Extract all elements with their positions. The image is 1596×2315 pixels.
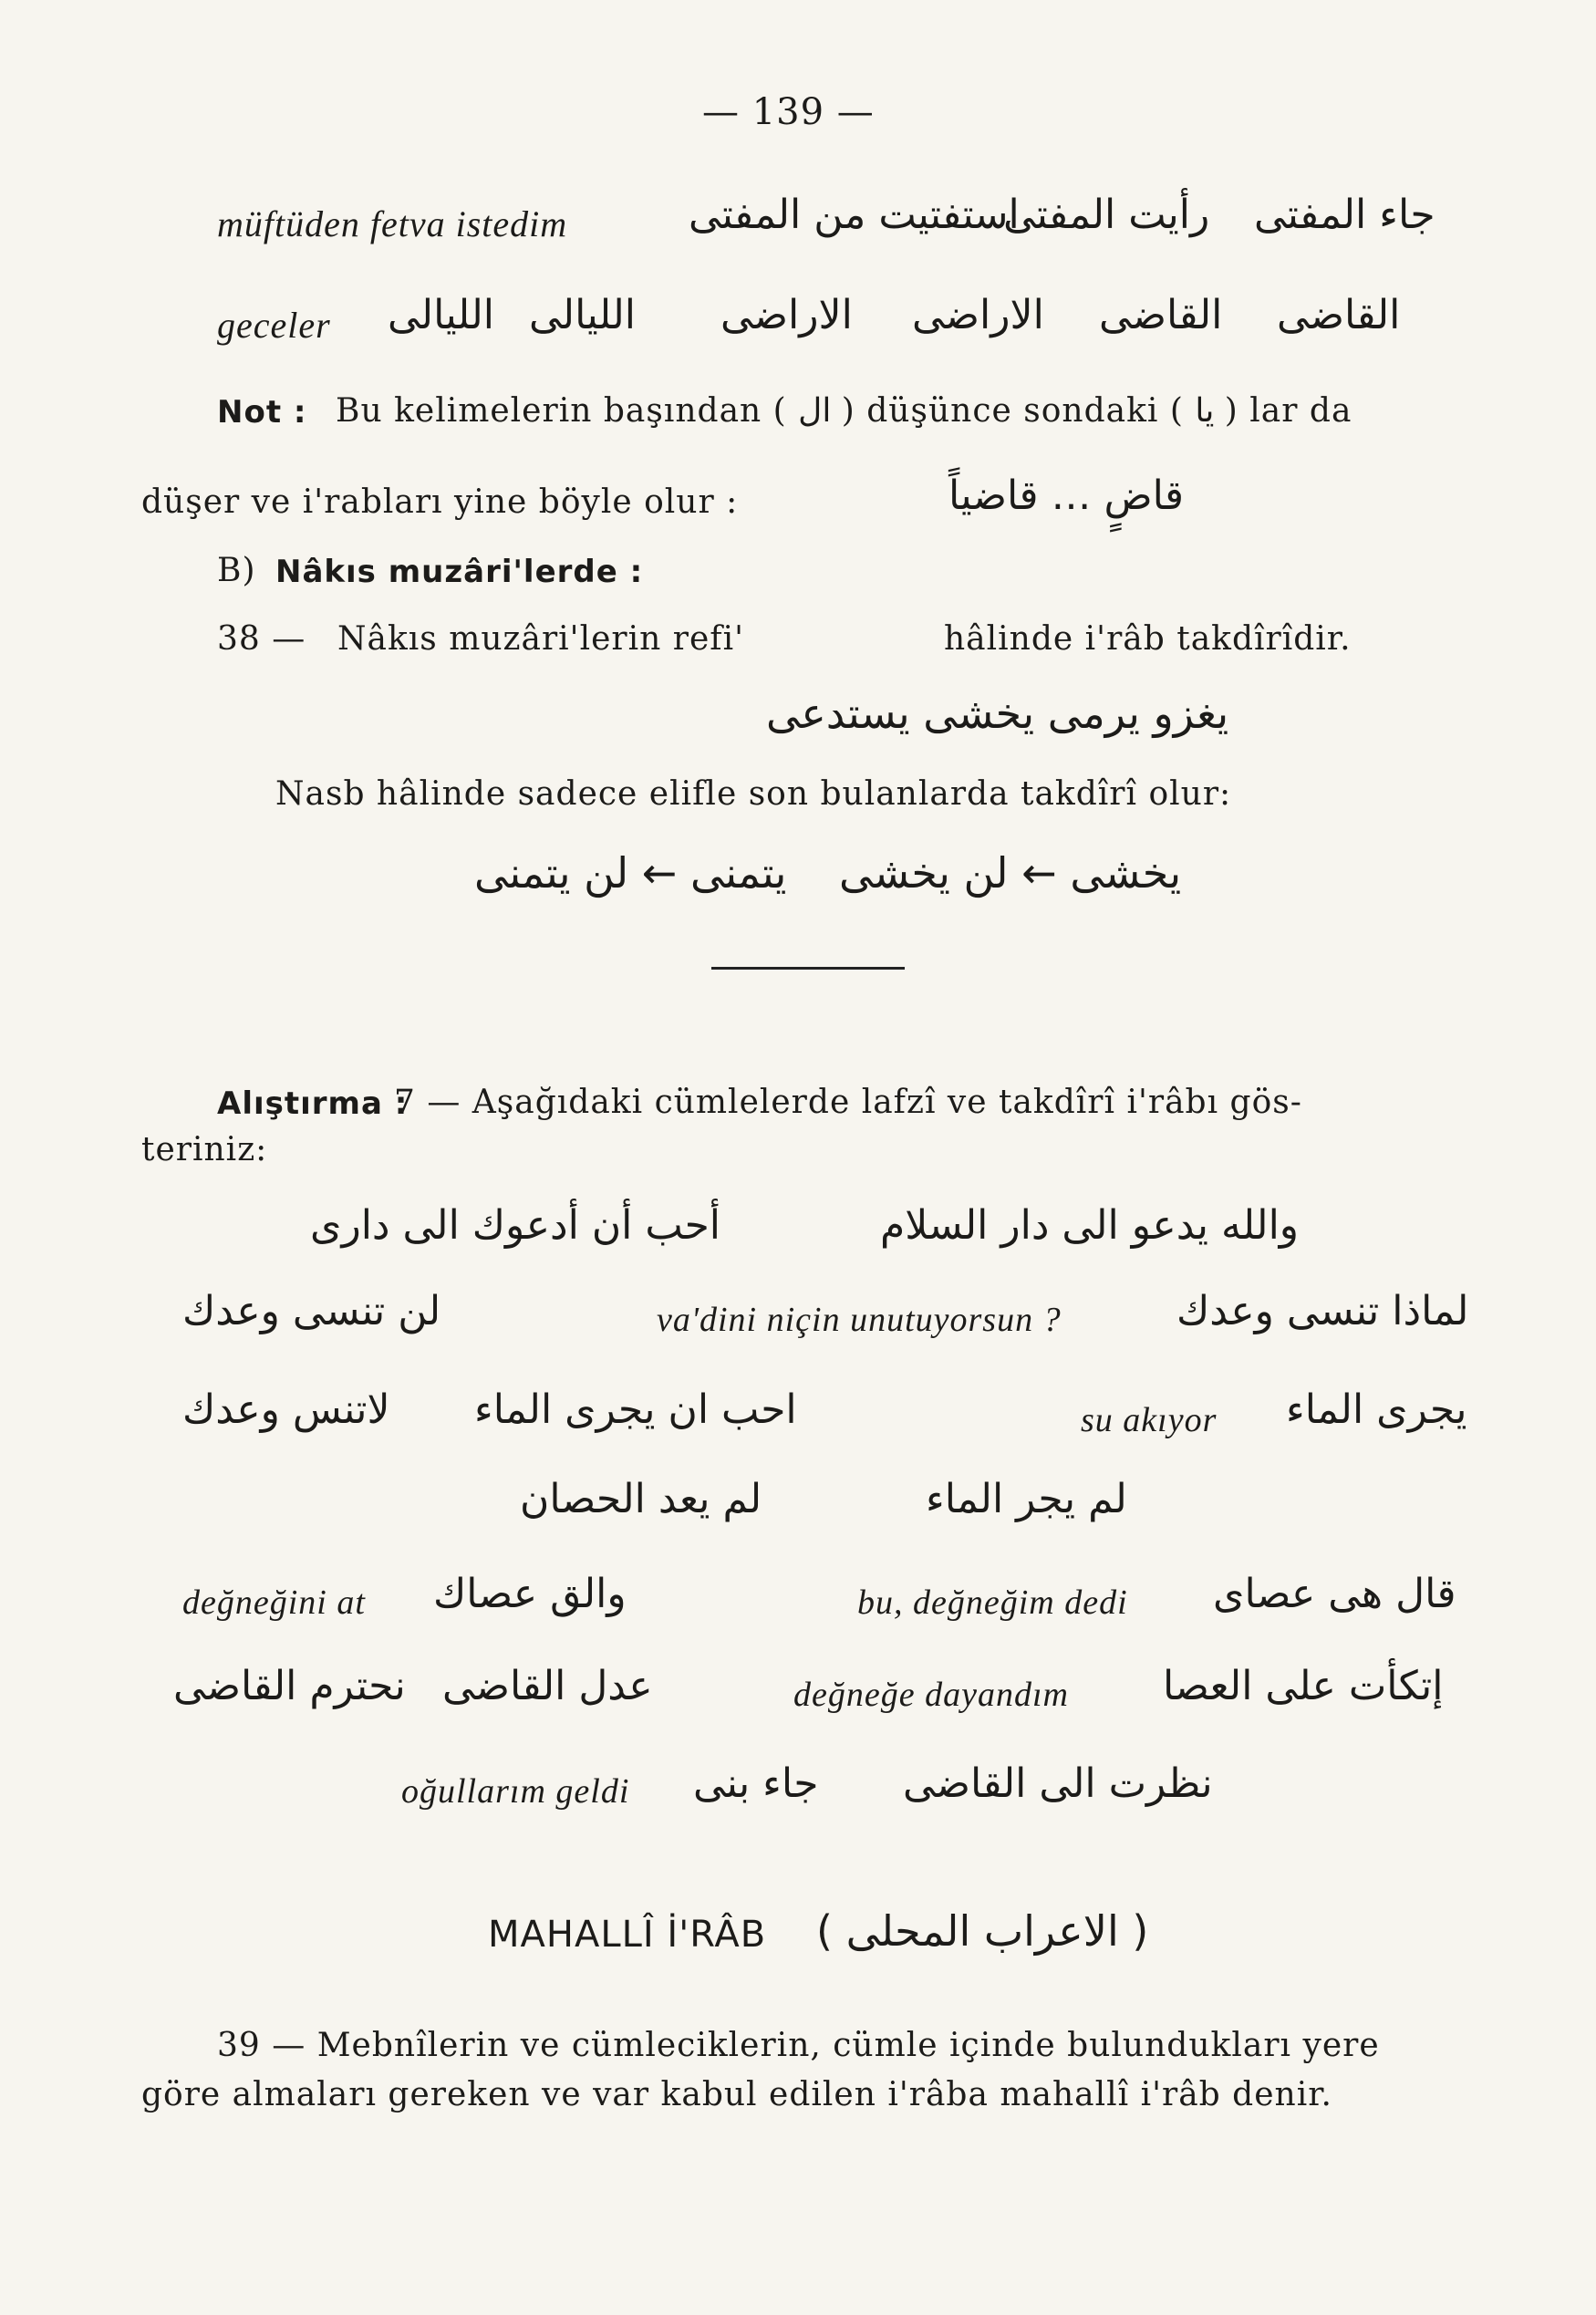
para39-line1: 39 — Mebnîlerin ve cümleciklerin, cümle içinde bulundukları yere (217, 2027, 1380, 2064)
arabic-word: الاراضى (720, 292, 853, 338)
exercise-arabic: لماذا تنسى وعدك (1176, 1288, 1469, 1334)
exercise-arabic: إتكأت على العصا (1163, 1663, 1444, 1709)
arabic-word: الليالى (388, 292, 494, 338)
exercise-arabic: أحب أن أدعوك الى دارى (310, 1202, 720, 1249)
para39-line2: göre almaları gereken ve var kabul edilen i'râba mahallî i'râb denir. (141, 2076, 1332, 2113)
exercise-arabic: لم يجر الماء (926, 1476, 1127, 1522)
exercise-arabic: والق عصاك (433, 1571, 627, 1617)
arabic-word: رأيت المفتى (1003, 192, 1210, 238)
arabic-word: القاضى (1277, 292, 1401, 338)
nasb-arabic-right: يخشى ← لن يخشى (839, 848, 1182, 898)
para38-arabic: يغزو يرمى يخشى يستدعى (766, 689, 1229, 738)
exercise-arabic: نظرت الى القاضى (903, 1760, 1213, 1807)
note-text-line2: düşer ve i'rabları yine böyle olur : (141, 483, 739, 521)
exercise-arabic: يجرى الماء (1286, 1386, 1467, 1433)
note-text-line1: Bu kelimelerin başından ( ال ) düşünce sondaki ( يا ) lar da (336, 392, 1352, 430)
exercise-arabic: لاتنس وعدك (182, 1386, 390, 1433)
exercise-text: 7 — Aşağıdaki cümlelerde lafzî ve takdîrî i'râbı gös- (394, 1084, 1302, 1121)
arabic-word: القاضى (1099, 292, 1223, 338)
section-heading-arabic: ( الاعراب المحلى ) (816, 1906, 1149, 1956)
exercise-translation: bu, değneğim dedi (857, 1583, 1128, 1622)
exercise-arabic: لن تنسى وعدك (182, 1288, 441, 1334)
exercise-label: Alıştırma : (217, 1085, 409, 1122)
exercise-arabic: لم يعد الحصان (520, 1476, 762, 1522)
exercise-translation: su akıyor (1081, 1401, 1218, 1439)
exercise-text-cont: teriniz: (141, 1131, 268, 1168)
exercise-translation: değneğe dayandım (793, 1676, 1069, 1714)
arabic-word: جاء المفتى (1254, 192, 1435, 238)
translation-fetva: müftüden fetva istedim (217, 203, 568, 244)
exercise-translation: va'dini niçin unutuyorsun ? (657, 1301, 1062, 1339)
para38-right: hâlinde i'râb takdîrîdir. (944, 620, 1352, 658)
section-b-prefix: B) (217, 552, 256, 589)
exercise-arabic: والله يدعو الى دار السلام (880, 1202, 1300, 1249)
nasb-text: Nasb hâlinde sadece elifle son bulanlarda takdîrî olur: (275, 775, 1232, 813)
exercise-arabic: نحترم القاضى (173, 1663, 406, 1709)
para38-left: Nâkıs muzâri'lerin refi' (337, 620, 744, 658)
exercise-arabic: احب ان يجرى الماء (474, 1386, 797, 1433)
section-heading: MAHALLÎ İ'RÂB (488, 1914, 767, 1956)
exercise-arabic: قال هى عصاى (1213, 1571, 1456, 1617)
note-label: Not : (217, 394, 307, 431)
exercise-translation: değneğini at (182, 1583, 366, 1622)
para38-number: 38 — (217, 620, 306, 658)
section-divider (711, 967, 905, 970)
note-arabic: قاضٍ … قاضياً (948, 472, 1185, 519)
exercise-arabic: عدل القاضى (442, 1663, 653, 1709)
arabic-word: الاراضى (912, 292, 1044, 338)
exercise-arabic: جاء بنى (693, 1760, 819, 1807)
exercise-translation: oğullarım geldi (401, 1772, 630, 1811)
arabic-word: الليالى (529, 292, 636, 338)
page-number: — 139 — (702, 91, 875, 133)
section-b-title: Nâkıs muzâri'lerde : (275, 554, 644, 590)
nasb-arabic-left: يتمنى ← لن يتمنى (474, 848, 787, 898)
arabic-word: استفتيت من المفتى (689, 192, 1020, 238)
translation-geceler: geceler (217, 305, 331, 346)
